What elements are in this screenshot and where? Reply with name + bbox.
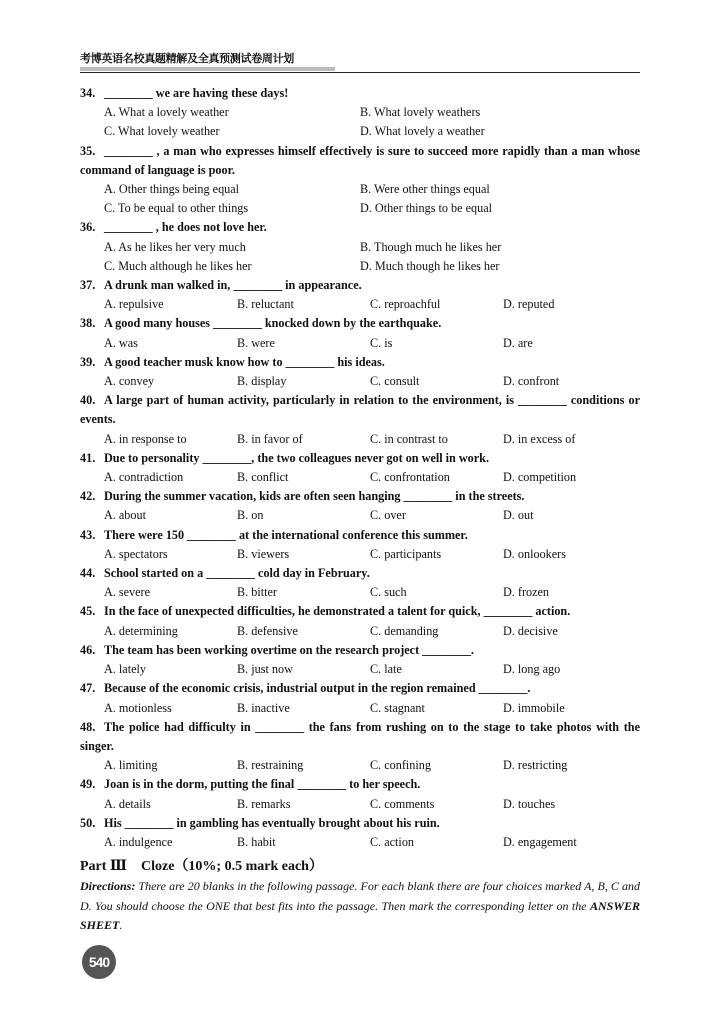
answer-option: B. habit: [237, 834, 276, 849]
question-stem: [80, 718, 640, 756]
question-text: In the face of unexpected difficulties, he demonstrated a talent for quick, ________ action.: [104, 604, 571, 619]
answer-option: B. were: [237, 335, 275, 350]
answer-option: D. touches: [503, 796, 556, 811]
answer-option: A. repulsive: [104, 297, 164, 312]
answer-option: D. long ago: [503, 662, 561, 677]
question-stem: [80, 602, 640, 621]
question-text: A drunk man walked in, ________ in appearance.: [104, 278, 362, 293]
answer-option: B. defensive: [237, 623, 298, 638]
options-row: [80, 699, 640, 718]
answer-option: B. remarks: [237, 796, 291, 811]
options-row: [80, 622, 640, 641]
answer-option: D. onlookers: [503, 546, 566, 561]
directions-end: .: [119, 918, 123, 933]
options-row: [80, 506, 640, 525]
answer-option: B. bitter: [237, 585, 277, 600]
question-text: School started on a ________ cold day in February.: [104, 566, 370, 581]
answer-option: C. confining: [370, 758, 431, 773]
question-number: 36.: [80, 220, 96, 235]
question-stem: [80, 526, 640, 545]
question-stem: [80, 814, 640, 833]
options-row: [80, 122, 640, 141]
answer-option: C. in contrast to: [370, 431, 448, 446]
question-number: 48.: [80, 719, 96, 734]
options-row: [80, 334, 640, 353]
directions-text: There are 20 blanks in the following passage. For each blank there are four choices marked A, B, C and D. You should choose the ONE that best fits into the passage. Then mark the corresponding letter on the: [80, 879, 640, 913]
answer-option: A. was: [104, 335, 138, 350]
options-row: [80, 295, 640, 314]
part-heading: Part Ⅲ Cloze（10%; 0.5 mark each）: [80, 859, 323, 875]
options-row: [80, 660, 640, 679]
answer-option: D. decisive: [503, 623, 558, 638]
running-header: 考博英语名校真题精解及全真预测试卷周计划: [80, 52, 294, 65]
answer-option: C. participants: [370, 546, 442, 561]
question-text: A good many houses ________ knocked down by the earthquake.: [104, 316, 442, 331]
answer-option: C. is: [370, 335, 393, 350]
question-text: There were 150 ________ at the international conference this summer.: [104, 527, 468, 542]
answer-option: C. action: [370, 834, 415, 849]
question-stem: [80, 84, 640, 103]
answer-option: D. in excess of: [503, 431, 576, 446]
answer-option: B. display: [237, 374, 287, 389]
answer-option: A. As he likes her very much: [104, 239, 246, 254]
question-text: The police had difficulty in ________ the fans from rushing on to the stage to take photos with the singer.: [80, 719, 640, 753]
answer-option: A. convey: [104, 374, 155, 389]
answer-option: C. demanding: [370, 623, 439, 638]
answer-option: D. Much though he likes her: [360, 258, 500, 273]
answer-option: C. reproachful: [370, 297, 441, 312]
options-row: [80, 180, 640, 199]
answer-option: A. about: [104, 508, 146, 523]
question-number: 50.: [80, 815, 96, 830]
answer-option: D. out: [503, 508, 534, 523]
question-stem: [80, 487, 640, 506]
question-text: The team has been working overtime on the research project ________.: [104, 642, 474, 657]
question-number: 39.: [80, 354, 96, 369]
options-row: [80, 795, 640, 814]
question-text: Because of the economic crisis, industrial output in the region remained ________.: [104, 681, 531, 696]
answer-option: C. late: [370, 662, 402, 677]
answer-option: C. over: [370, 508, 406, 523]
answer-option: B. Were other things equal: [360, 182, 490, 197]
answer-option: D. reputed: [503, 297, 555, 312]
answer-option: B. in favor of: [237, 431, 303, 446]
answer-option: C. What lovely weather: [104, 124, 220, 139]
answer-option: D. Other things to be equal: [360, 201, 493, 216]
answer-option: A. in response to: [104, 431, 187, 446]
answer-option: D. are: [503, 335, 533, 350]
answer-option: A. limiting: [104, 758, 158, 773]
answer-option: B. Though much he likes her: [360, 239, 502, 254]
answer-option: A. lately: [104, 662, 146, 677]
question-stem: [80, 641, 640, 660]
question-text: His ________ in gambling has eventually brought about his ruin.: [104, 815, 440, 830]
content: [80, 84, 640, 936]
directions-emphasis: ANSWER SHEET: [80, 898, 640, 933]
question-stem: [80, 142, 640, 180]
answer-option: D. restricting: [503, 758, 568, 773]
answer-option: A. motionless: [104, 700, 172, 715]
question-stem: [80, 391, 640, 429]
question-text: ________ we are having these days!: [104, 86, 289, 100]
question-stem: [80, 449, 640, 468]
directions-label: Directions:: [80, 879, 136, 894]
answer-option: A. severe: [104, 585, 151, 600]
header-accent-bar: [80, 67, 335, 71]
question-stem: [80, 679, 640, 698]
options-row: [80, 756, 640, 775]
question-text: Joan is in the dorm, putting the final ________ to her speech.: [104, 777, 421, 792]
question-number: 41.: [80, 450, 96, 465]
answer-option: D. frozen: [503, 585, 550, 600]
answer-option: A. spectators: [104, 546, 168, 561]
answer-option: D. confront: [503, 374, 560, 389]
question-text: Due to personality ________, the two colleagues never got on well in work.: [104, 450, 490, 465]
answer-option: A. details: [104, 796, 151, 811]
answer-option: D. What lovely a weather: [360, 124, 485, 139]
answer-option: D. immobile: [503, 700, 565, 715]
question-text: A good teacher musk know how to ________ his ideas.: [104, 354, 385, 369]
question-number: 42.: [80, 489, 96, 504]
answer-option: A. Other things being equal: [104, 182, 240, 197]
question-number: 34.: [80, 86, 96, 100]
answer-option: C. To be equal to other things: [104, 201, 249, 216]
answer-option: C. such: [370, 585, 407, 600]
answer-option: A. contradiction: [104, 470, 184, 485]
answer-option: B. What lovely weathers: [360, 105, 481, 120]
options-row: [80, 545, 640, 564]
question-text: ________ , a man who expresses himself effectively is sure to succeed more rapidly than a man whose command of language is poor.: [80, 143, 640, 177]
options-row: [80, 257, 640, 276]
question-number: 44.: [80, 566, 96, 581]
question-number: 49.: [80, 777, 96, 792]
options-row: [80, 583, 640, 602]
answer-option: C. consult: [370, 374, 420, 389]
options-row: [80, 833, 640, 852]
answer-option: B. viewers: [237, 546, 290, 561]
answer-option: D. competition: [503, 470, 577, 485]
answer-option: A. indulgence: [104, 834, 173, 849]
answer-option: A. determining: [104, 623, 178, 638]
question-text: ________ , he does not love her.: [104, 220, 267, 235]
question-number: 38.: [80, 316, 96, 331]
options-row: [80, 103, 640, 122]
question-number: 35.: [80, 143, 96, 158]
answer-option: A. What a lovely weather: [104, 105, 229, 120]
question-stem: [80, 564, 640, 583]
answer-option: B. reluctant: [237, 297, 294, 312]
question-text: A large part of human activity, particularly in relation to the environment, is ________ conditions or events.: [80, 393, 640, 427]
answer-option: C. confrontation: [370, 470, 450, 485]
question-stem: [80, 353, 640, 372]
question-stem: [80, 276, 640, 295]
answer-option: B. on: [237, 508, 264, 523]
answer-option: D. engagement: [503, 834, 577, 849]
question-number: 40.: [80, 393, 96, 408]
question-number: 45.: [80, 604, 96, 619]
header-rule: [80, 72, 640, 73]
question-list: [80, 84, 640, 852]
answer-option: C. stagnant: [370, 700, 425, 715]
question-text: During the summer vacation, kids are often seen hanging ________ in the streets.: [104, 489, 525, 504]
answer-option: C. Much although he likes her: [104, 258, 252, 273]
answer-option: B. conflict: [237, 470, 289, 485]
answer-option: B. inactive: [237, 700, 290, 715]
page-number-badge: 540: [82, 945, 116, 979]
question-number: 47.: [80, 681, 96, 696]
answer-option: B. just now: [237, 662, 293, 677]
question-stem: [80, 218, 640, 237]
question-stem: [80, 775, 640, 794]
options-row: [80, 199, 640, 218]
question-number: 43.: [80, 527, 96, 542]
options-row: [80, 468, 640, 487]
options-row: [80, 430, 640, 449]
options-row: [80, 238, 640, 257]
answer-option: C. comments: [370, 796, 435, 811]
question-number: 46.: [80, 642, 96, 657]
question-number: 37.: [80, 278, 96, 293]
directions: [80, 877, 640, 936]
options-row: [80, 372, 640, 391]
question-stem: [80, 314, 640, 333]
answer-option: B. restraining: [237, 758, 304, 773]
